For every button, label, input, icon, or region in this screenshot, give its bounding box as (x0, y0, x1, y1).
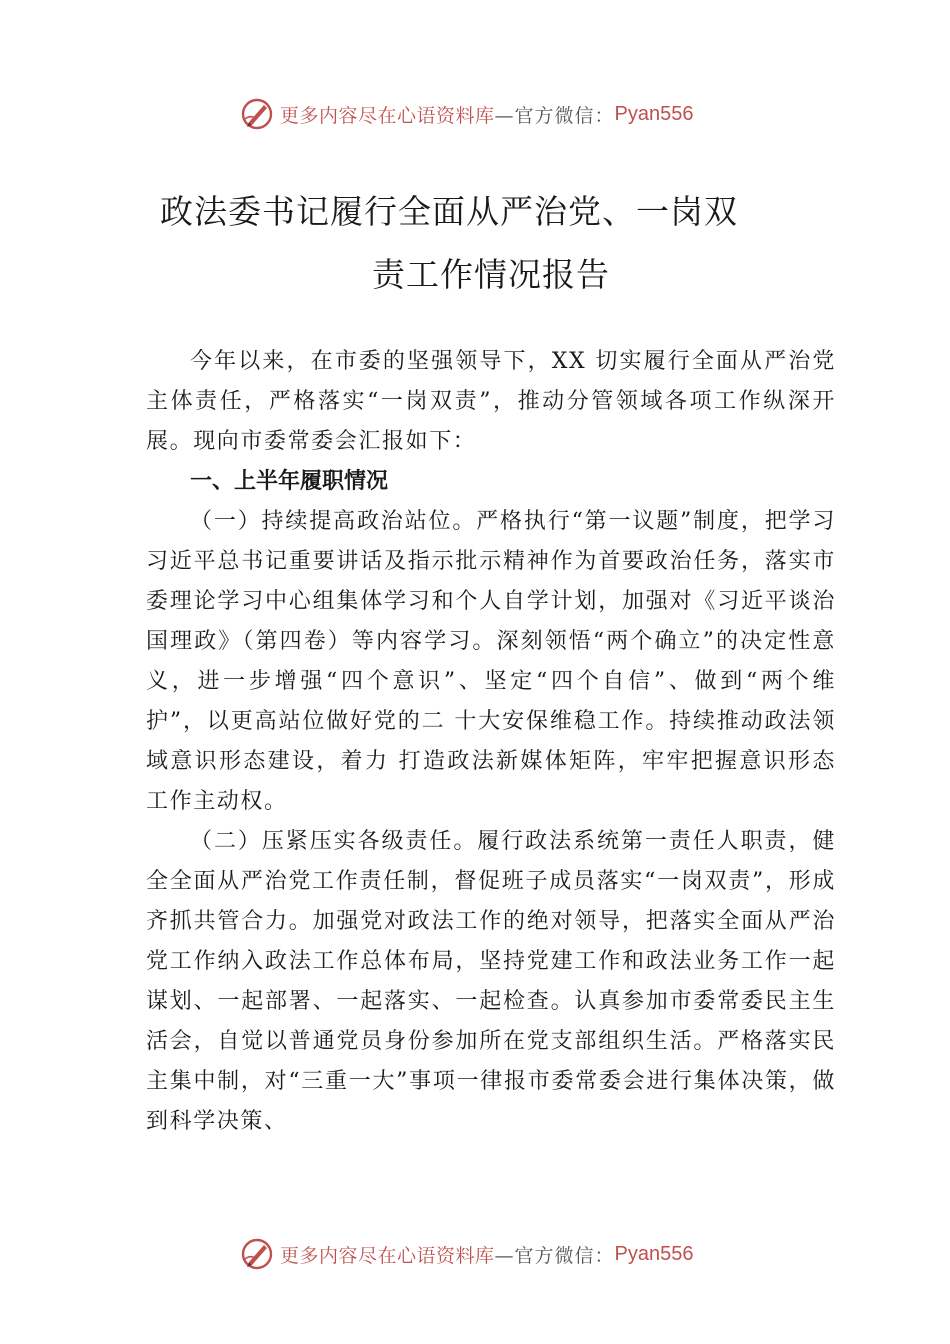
banner-separator: —官方微信： (494, 1244, 615, 1267)
paragraph-1: （一）持续提高政治站位。严格执行“第一议题”制度，把学习习近平总书记重要讲话及指示批示精神作为首要政治任务，落实市委理论学习中心组集体学习和个人自学计划，加强对《习近平谈治国理政》（第四卷）等内容学习。深刻领悟“两个确立”的决定性意义，进一步增强“四个意识”、坚定“四个自信”、做到“两个维护”，以更高站位做好党的二 十大安保维稳工作。持续推动政法领域意识形态建设，着力 打造政法新媒体矩阵，牢牢把握意识形态工作主动权。 (146, 509, 836, 814)
banner-main-text: 更多内容尽在心语资料库 (280, 104, 495, 127)
banner-separator: —官方微信： (494, 104, 615, 127)
header-banner (0, 94, 950, 134)
document-title-line-1: 政法委书记履行全面从严治党、一岗双 (160, 192, 738, 231)
pen-logo-icon (240, 97, 274, 131)
pen-logo-icon (240, 1237, 274, 1271)
banner-wechat-handle: Pyan556 (614, 1242, 694, 1265)
intro-paragraph: 今年以来，在市委的坚强领导下，XX 切实履行全面从严治党主体责任，严格落实“一岗双责”，推动分管领域各项工作纵深开展。现向市委常委会汇报如下： (146, 349, 836, 454)
banner-wechat-handle: Pyan556 (614, 102, 694, 125)
section-heading: 一、上半年履职情况 (190, 469, 389, 494)
paragraph-2: （二）压紧压实各级责任。履行政法系统第一责任人职责，健全全面从严治党工作责任制，督促班子成员落实“一岗双责”，形成齐抓共管合力。加强党对政法工作的绝对领导，把落实全面从严治党工作纳入政法工作总体布局，坚持党建工作和政法业务工作一起谋划、一起部署、一起落实、一起检查。认真参加市委常委民主生活会，自觉以普通党员身份参加所在党支部组织生活。严格落实民主集中制，对“三重一大”事项一律报市委常委会进行集体决策，做到科学决策、 (146, 829, 836, 1134)
footer-banner (0, 1234, 950, 1274)
document-title-line-2: 责工作情况报告 (372, 255, 610, 294)
banner-main-text: 更多内容尽在心语资料库 (280, 1244, 495, 1267)
document-body (146, 342, 836, 1142)
